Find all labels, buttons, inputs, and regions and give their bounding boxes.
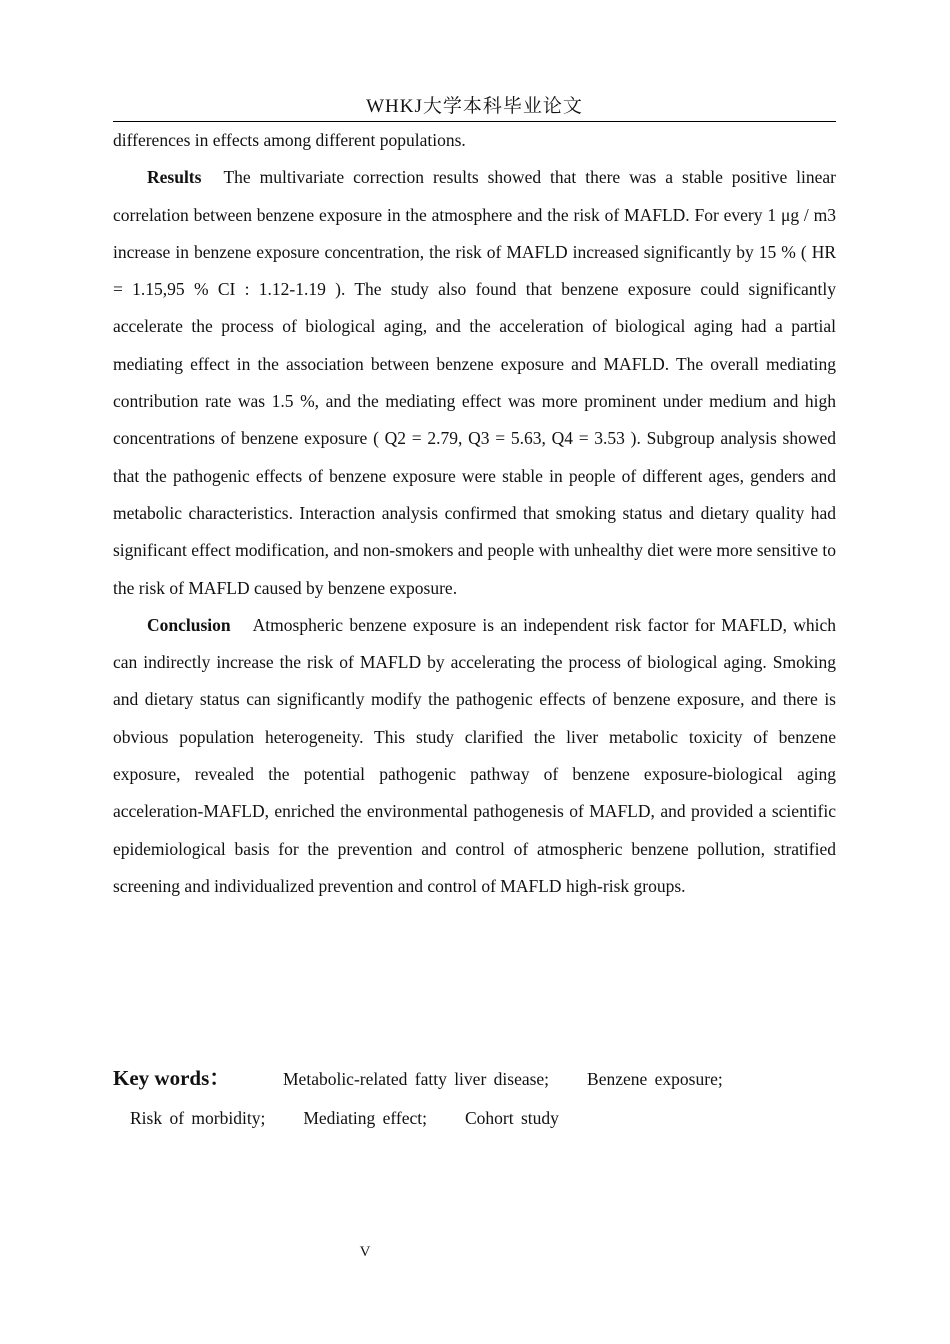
keywords-row-2 — [113, 1096, 836, 1140]
results-paragraph — [113, 159, 836, 607]
conclusion-label: Conclusion — [147, 614, 231, 635]
page-number: V — [359, 1244, 371, 1260]
keywords-section — [113, 1060, 836, 1140]
keyword-item: Benzene exposure; — [587, 1069, 723, 1089]
results-label: Results — [147, 167, 202, 188]
conclusion-text: Atmospheric benzene exposure is an independent risk factor for MAFLD, which can indirectly increase the risk of MAFLD by accelerating the process of biological aging. Smoking and dietary status can significantly modify the pathogenic effects of benzene exposure, and there is obvious population heterogeneity. This study clarified the liver metabolic toxicity of benzene exposure, revealed the potential pathogenic pathway of benzene exposure-biological aging acceleration-MAFLD, enriched the environmental pathogenesis of MAFLD, and provided a scientific epidemiological basis for the prevention and control of atmospheric benzene pollution, stratified screening and individualized prevention and control of MAFLD high-risk groups. — [113, 614, 836, 896]
conclusion-paragraph — [113, 607, 836, 905]
abstract-body — [113, 122, 836, 905]
keywords-row-1 — [113, 1060, 836, 1096]
header-title: WHKJ大学本科毕业论文 — [366, 96, 583, 117]
keywords-label: Key words： — [113, 1066, 231, 1090]
page-header — [113, 93, 836, 122]
results-text: The multivariate correction results showed that there was a stable positive linear correlation between benzene exposure in the atmosphere and the risk of MAFLD. For every 1 μg / m3 increase in benzene exposure concentration, the risk of MAFLD increased significantly by 15 % ( HR = 1.15,95 % CI : 1.12-1.19 ). The study also found that benzene exposure could significantly accelerate the process of biological aging, and the acceleration of biological aging had a partial mediating effect in the association between benzene exposure and MAFLD. The overall mediating contribution rate was 1.5 %, and the mediating effect was more prominent under medium and high concentrations of benzene exposure ( Q2 = 2.79, Q3 = 5.63, Q4 = 3.53 ). Subgroup analysis showed that the pathogenic effects of benzene exposure were stable in people of different ages, genders and metabolic characteristics. Interaction analysis confirmed that smoking status and dietary quality had significant effect modification, and non-smokers and people with unhealthy diet were more sensitive to the risk of MAFLD caused by benzene exposure. — [113, 167, 836, 598]
keyword-item: Cohort study — [464, 1108, 559, 1128]
keyword-item: Risk of morbidity; — [130, 1108, 266, 1128]
keyword-item: Metabolic-related fatty liver disease; — [283, 1069, 550, 1089]
keyword-item: Mediating effect; — [303, 1108, 427, 1128]
continuation-paragraph: differences in effects among different populations. — [113, 130, 466, 150]
